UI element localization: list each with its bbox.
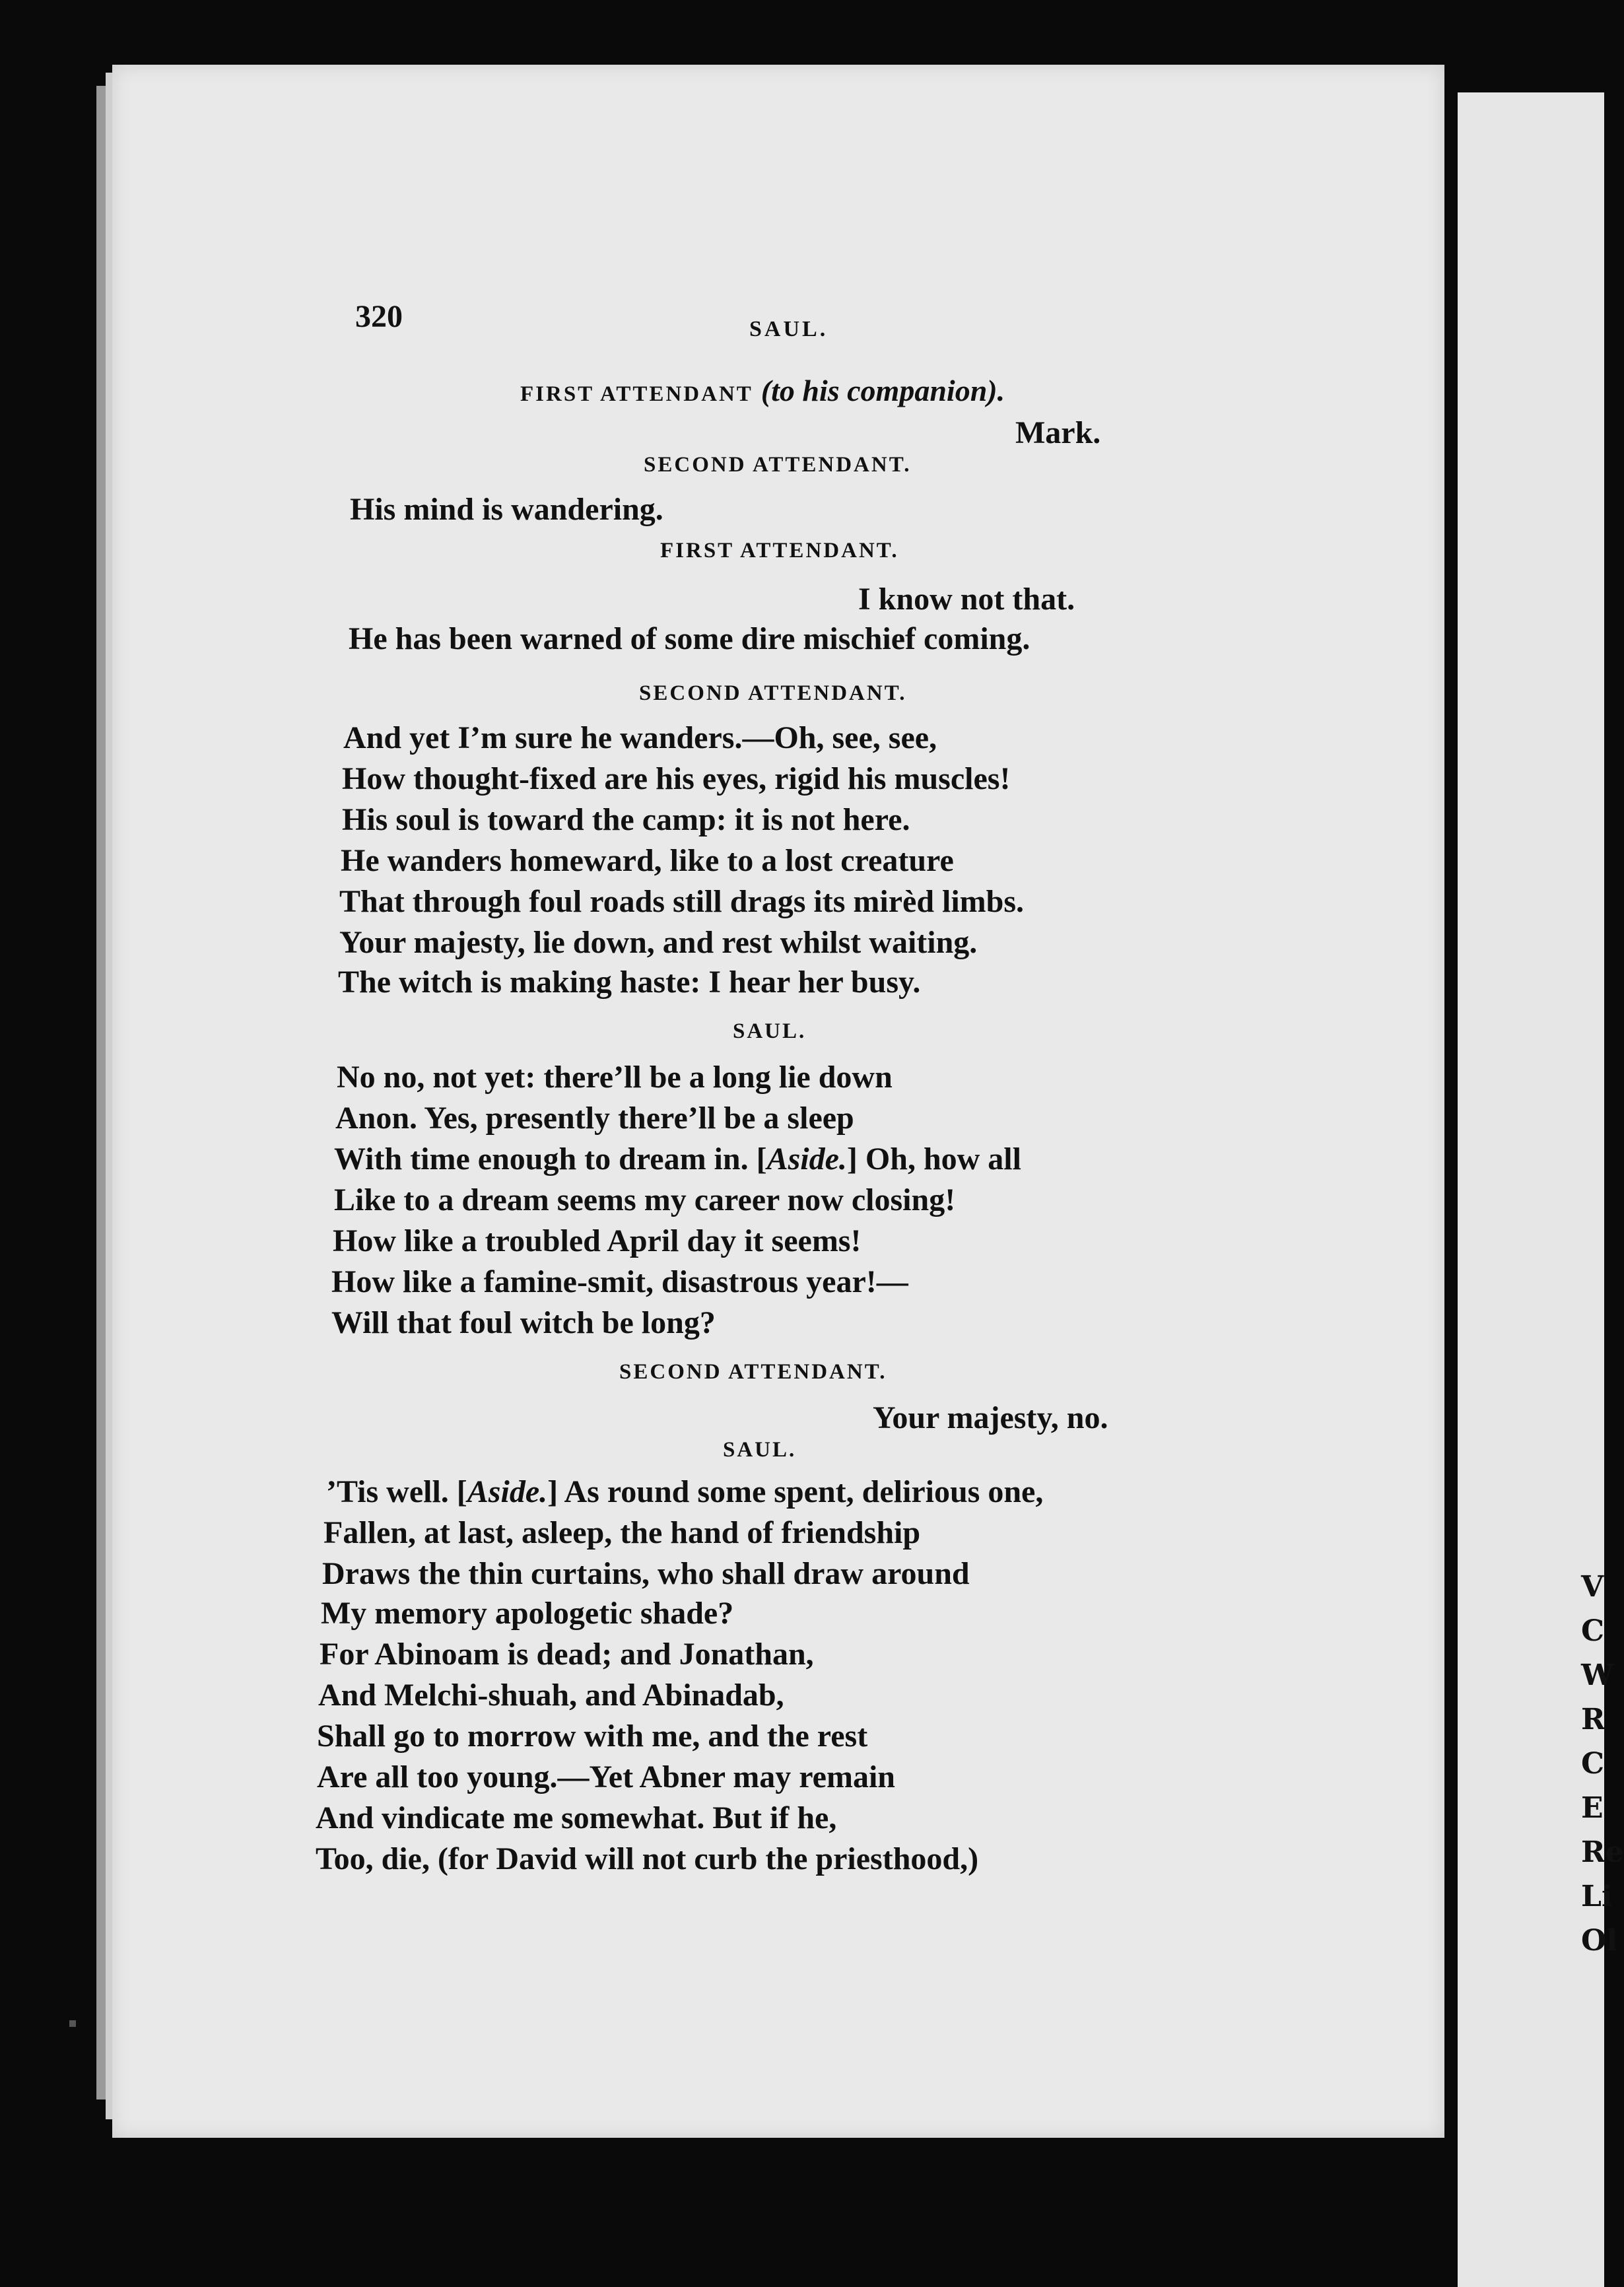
verse-line: My memory apologetic shade? xyxy=(321,1596,734,1631)
aside-direction: [Aside.] xyxy=(756,1142,858,1177)
fragment-line: W xyxy=(1581,1658,1614,1692)
verse-line: And yet I’m sure he wanders.—Oh, see, see, xyxy=(343,720,937,755)
verse-line: That through foul roads still drags its mirèd limbs. xyxy=(339,884,1025,919)
fragment-line: Ol xyxy=(1581,1924,1618,1958)
verse-text: Oh, how all xyxy=(865,1142,1021,1177)
stage-direction: (to his companion). xyxy=(761,374,1005,407)
fragment-line: V xyxy=(1581,1570,1604,1604)
verse-line: No no, not yet: there’ll be a long lie down xyxy=(337,1060,893,1095)
fragment-line: R xyxy=(1581,1703,1606,1736)
speaker-name: FIRST ATTENDANT xyxy=(520,382,753,406)
verse-line: How like a troubled April day it seems! xyxy=(333,1223,862,1258)
verse-line: How like a famine-smit, disastrous year!— xyxy=(331,1264,908,1299)
verse-line: For Abinoam is dead; and Jonathan, xyxy=(320,1637,814,1672)
verse-line: He wanders homeward, like to a lost creature xyxy=(341,843,954,878)
verse-line: How thought-fixed are his eyes, rigid his muscles! xyxy=(342,761,1011,796)
verse-line: His soul is toward the camp: it is not here. xyxy=(342,802,910,837)
speaker-heading xyxy=(520,375,1005,407)
verse-text: With time enough to dream in. xyxy=(334,1142,749,1177)
fragment-line: Li xyxy=(1581,1880,1613,1913)
verse-line: Too, die, (for David will not curb the priesthood,) xyxy=(316,1841,979,1876)
verse-line: Like to a dream seems my career now closing! xyxy=(334,1182,956,1217)
verse-line xyxy=(326,1476,1043,1508)
verse-line: Will that foul witch be long? xyxy=(331,1305,716,1340)
fragment-line: Re xyxy=(1581,1835,1624,1869)
verse-line: Fallen, at last, asleep, the hand of friendship xyxy=(323,1515,921,1550)
verse-line: The witch is making haste: I hear her busy. xyxy=(338,965,921,1000)
running-title: SAUL. xyxy=(749,317,829,341)
speaker-heading: SECOND ATTENDANT. xyxy=(644,453,912,477)
verse-text: As round some spent, delirious one, xyxy=(564,1474,1044,1509)
verse-line: Anon. Yes, presently there’ll be a sleep xyxy=(335,1101,854,1136)
fragment-line: C xyxy=(1581,1747,1605,1781)
speaker-heading: SECOND ATTENDANT. xyxy=(619,1360,887,1384)
verse-line xyxy=(334,1144,1021,1175)
fragment-line: C xyxy=(1581,1614,1605,1648)
verse-line: And Melchi-shuah, and Abinadab, xyxy=(318,1678,784,1713)
scan-speck xyxy=(69,2020,76,2027)
verse-line: He has been warned of some dire mischief coming. xyxy=(349,621,1031,656)
verse-line: I know not that. xyxy=(858,582,1075,617)
speaker-heading: FIRST ATTENDANT. xyxy=(660,539,899,563)
verse-line: His mind is wandering. xyxy=(350,492,663,527)
aside-direction: [Aside.] xyxy=(456,1474,558,1509)
verse-text: ’Tis well. xyxy=(326,1474,449,1509)
speaker-heading: SECOND ATTENDANT. xyxy=(639,681,907,705)
verse-line: Shall go to morrow with me, and the rest xyxy=(317,1719,868,1754)
fragment-line: E xyxy=(1581,1791,1604,1825)
page-number: 320 xyxy=(355,299,403,334)
verse-line: Your majesty, lie down, and rest whilst waiting. xyxy=(339,925,978,960)
verse-line: Mark. xyxy=(1015,415,1101,450)
verse-line: Are all too young.—Yet Abner may remain xyxy=(317,1759,895,1794)
verse-line: And vindicate me somewhat. But if he, xyxy=(316,1800,837,1835)
speaker-heading: SAUL. xyxy=(723,1438,797,1462)
verse-line: Draws the thin curtains, who shall draw around xyxy=(322,1556,970,1591)
speaker-heading: SAUL. xyxy=(733,1019,807,1043)
verse-line: Your majesty, no. xyxy=(873,1400,1108,1435)
